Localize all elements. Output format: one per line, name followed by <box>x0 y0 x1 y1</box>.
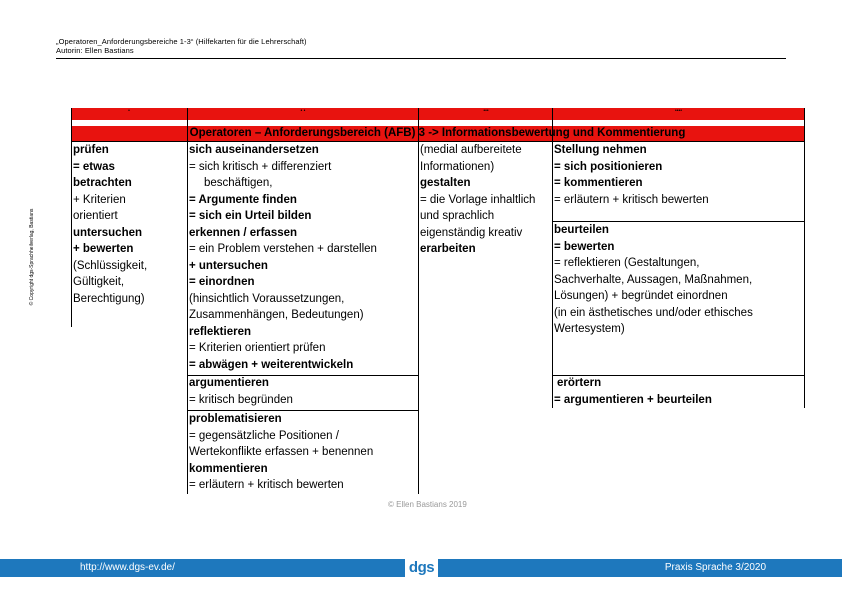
operator-term: untersuchen <box>73 226 143 239</box>
table-title-row <box>71 126 804 141</box>
definition-text: Gültigkeit, <box>73 276 125 288</box>
author-line: Autorin: Ellen Bastians <box>56 46 134 55</box>
column-border <box>187 108 188 494</box>
column-border <box>804 108 805 408</box>
definition-text: = sich kritisch + differenziert <box>189 160 332 173</box>
operator-term: sich auseinandersetzen <box>189 144 319 156</box>
definition-text: = sich ein Urteil bilden <box>189 210 312 222</box>
level-indicator-row <box>71 108 804 120</box>
definition-text: Zusammenhängen, Bedeutungen) <box>189 309 364 321</box>
journal-issue: Praxis Sprache 3/2020 <box>664 562 766 573</box>
definition-text: = bewerten <box>554 240 615 253</box>
definition-text: = Argumente finden <box>189 193 297 206</box>
operator-term: argumentieren <box>189 377 269 389</box>
operator-term: reflektieren <box>189 325 252 338</box>
definition-text: = kritisch begründen <box>189 393 293 406</box>
definition-text: = einordnen <box>189 276 255 288</box>
operator-problematisieren-cell <box>189 411 373 494</box>
definition-text: orientiert <box>73 210 118 222</box>
definition-text: = erläutern + kritisch bewerten <box>189 479 344 491</box>
dgs-logo: dgs <box>405 559 438 577</box>
column-border <box>552 108 553 408</box>
definition-text: + untersuchen <box>189 259 268 272</box>
definition-text: (in ein ästhetisches und/oder ethisches <box>554 306 753 319</box>
table-title: Operatoren – Anforderungsbereich (AFB) 3 -> Informationsbewertung und Kommentierung <box>189 127 686 139</box>
definition-text: = reflektieren (Gestaltungen, <box>554 257 700 269</box>
definition-text: = kommentieren <box>554 177 643 189</box>
operator-term: kommentieren <box>189 462 268 475</box>
operator-term: erörtern <box>557 377 602 389</box>
copyright-side-note: © Copyright dgs-Sprachheilverlag, Bastians <box>29 208 35 306</box>
operator-term: beurteilen <box>554 224 609 236</box>
document-title: „Operatoren_Anforderungsbereiche 1-3“ (Hilfekarten für die Lehrerschaft) <box>56 37 307 46</box>
definition-text: (hinsichtlich Voraussetzungen, <box>189 292 345 305</box>
definition-text: Lösungen) + begründet einordnen <box>554 290 728 302</box>
definition-text: + Kriterien <box>73 193 126 206</box>
level-label: • <box>128 108 130 114</box>
definition-text: betrachten <box>73 177 132 189</box>
definition-text: (medial aufbereitete <box>420 144 522 156</box>
operator-auseinandersetzen-cell <box>189 142 377 373</box>
operator-term: prüfen <box>73 144 109 156</box>
header-rule <box>56 58 786 59</box>
definition-text: eigenständig kreativ <box>420 226 523 239</box>
operator-term: gestalten <box>420 177 471 189</box>
definition-text: Informationen) <box>420 160 495 173</box>
column-border <box>418 108 419 494</box>
definition-text: = Kriterien orientiert prüfen <box>189 342 326 354</box>
definition-text: = sich positionieren <box>554 160 663 173</box>
definition-text: Berechtigung) <box>73 292 145 305</box>
definition-text: = ein Problem verstehen + darstellen <box>189 243 377 255</box>
definition-text: = die Vorlage inhaltlich <box>420 193 536 206</box>
definition-text: = gegensätzliche Positionen / <box>189 429 339 442</box>
definition-text: und sprachlich <box>420 210 495 222</box>
definition-text: Wertesystem) <box>554 323 625 335</box>
definition-text: Wertekonflikte erfassen + benennen <box>189 446 374 458</box>
definition-text: + bewerten <box>73 243 134 255</box>
operator-term: erarbeiten <box>420 243 476 255</box>
author-watermark: © Ellen Bastians 2019 <box>388 500 467 509</box>
operator-gestalten-cell <box>420 142 535 258</box>
operator-beurteilen-cell <box>554 222 753 338</box>
level-label: ••• <box>483 108 489 114</box>
level-label: • • <box>300 108 306 114</box>
definition-text: Sachverhalte, Aussagen, Maßnahmen, <box>554 273 753 286</box>
definition-text: = etwas <box>73 160 115 173</box>
website-link[interactable]: http://www.dgs-ev.de/ <box>80 562 175 573</box>
operator-eroertern-cell <box>554 375 712 408</box>
definition-text: = erläutern + kritisch bewerten <box>554 193 709 206</box>
definition-text: = argumentieren + beurteilen <box>554 393 712 406</box>
operator-term: problematisieren <box>189 413 282 425</box>
footer-bar <box>0 559 842 577</box>
definition-text: beschäftigen, <box>204 177 273 189</box>
operator-stellung-nehmen-cell <box>554 142 709 208</box>
definition-text: = abwägen + weiterentwickeln <box>189 358 354 371</box>
operator-term: erkennen / erfassen <box>189 226 298 239</box>
operator-argumentieren-cell <box>189 375 293 408</box>
definition-text: (Schlüssigkeit, <box>73 259 148 272</box>
level-label: •••• <box>674 108 682 114</box>
operator-term: Stellung nehmen <box>554 144 647 156</box>
operator-pruefen-cell <box>73 142 147 307</box>
